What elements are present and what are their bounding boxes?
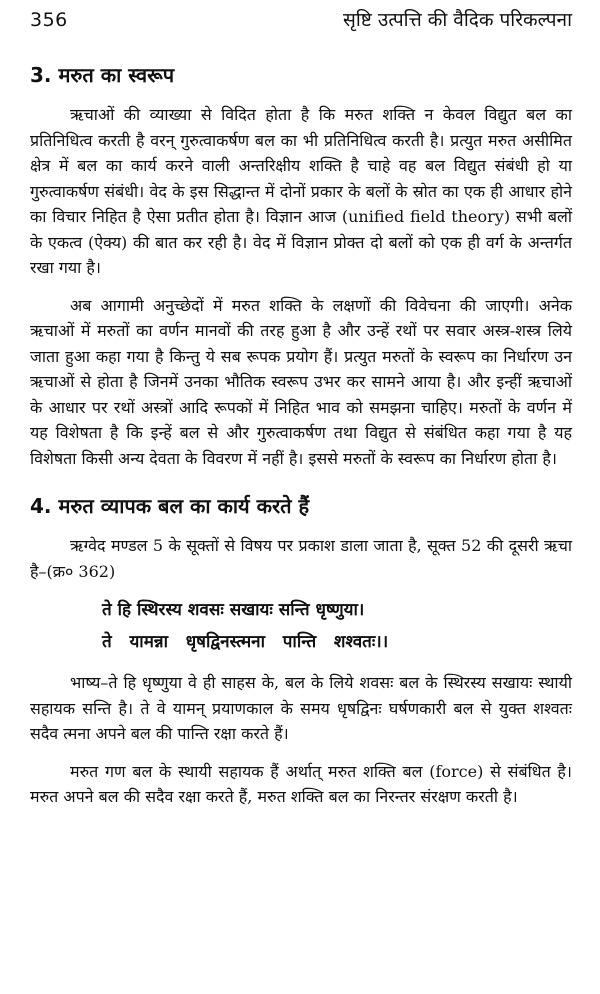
verse-line-1: ते हि स्थिरस्य शवसः सखायः सन्ति धृष्णुया। bbox=[102, 600, 365, 620]
verse-block bbox=[102, 594, 572, 658]
page-number: 356 bbox=[30, 9, 68, 31]
running-title: सृष्टि उत्पत्ति की वैदिक परिकल्पना bbox=[343, 9, 572, 31]
section4-closing-paragraph: मरुत गण बल के स्थायी सहायक हैं अर्थात् मरुत शक्ति बल (force) से संबंधित है। मरुत अपने बल की सदैव रक्षा करते हैं, मरुत शक्ति बल का निरन्तर संरक्षण करती है। bbox=[30, 761, 572, 806]
section3-paragraph-2: अब आगामी अनुच्छेदों में मरुत शक्ति के लक्षणों की विवेचना की जाएगी। अनेक ऋचाओं में मरुतों का वर्णन मानवों की तरह हुआ है और उन्हें रथों पर सवार अस्त्र-शस्त्र लिये जाता हुआ कहा गया है किन्तु ये सब रूपक प्रयोग हैं। प्रत्युत मरुतों के स्वरूप का निर्धारण उन ऋचाओं से होता है जिनमें उनका भौतिक स्वरूप उभर कर सामने आया है। और इन्हीं ऋचाओं के आधार पर रथों अस्त्रों आदि रूपकों में निहित भाव को समझना चाहिए। मरुतों के वर्णन में यह विशेषता है कि इन्हें बल से और गुरुत्वाकर्षण तथा विद्युत से संबंधित कहा गया है यह विशेषता किसी अन्य देवता के विवरण में नहीं है। इससे मरुतों के स्वरूप का निर्धारण होता है। bbox=[30, 295, 572, 468]
section4-intro: ऋग्वेद मण्डल 5 के सूक्तों से विषय पर प्रकाश डाला जाता है, सूक्त 52 की दूसरी ऋचा है–(क्र० 362) bbox=[30, 536, 572, 581]
page-header bbox=[30, 6, 572, 40]
verse-line-2: ते यामन्ना धृषद्विनस्त्मना पान्ति शश्वतः।। bbox=[102, 632, 389, 652]
bhashya-paragraph: भाष्य–ते हि धृष्णुया वे ही साहस के, बल के लिये शवसः बल के स्थिरस्य सखायः स्थायी सहायक सन्ति है। ते वे यामन् प्रयाणकाल के समय धृषद्विनः घर्षणकारी बल से युक्त शश्वतः सदैव त्मना अपने बल की पान्ति रक्षा करते हैं। bbox=[30, 673, 572, 743]
section-heading-4: 4. मरुत व्यापक बल का कार्य करते हैं bbox=[30, 494, 310, 518]
section-heading-3: 3. मरुत का स्वरूप bbox=[30, 63, 175, 87]
section3-paragraph-1: ऋचाओं की व्याख्या से विदित होता है कि मरुत शक्ति न केवल विद्युत बल का प्रतिनिधित्व करती है वरन् गुरुत्वाकर्षण बल का भी प्रतिनिधित्व करती है। प्रत्युत मरुत असीमित क्षेत्र में बल का कार्य करने वाली अन्तरिक्षीय शक्ति है चाहे वह बल विद्युत संबंधी हो या गुरुत्वाकर्षण संबंधी। वेद के इस सिद्धान्त में दोनों प्रकार के बलों के स्रोत का एक ही आधार होने का विचार निहित है ऐसा प्रतीत होता है। विज्ञान आज (unified field theory) सभी बलों के एकत्व (ऐक्य) की बात कर रही है। वेद में विज्ञान प्रोक्त दो बलों को एक ही वर्ग के अन्तर्गत रखा गया है। bbox=[30, 105, 572, 277]
